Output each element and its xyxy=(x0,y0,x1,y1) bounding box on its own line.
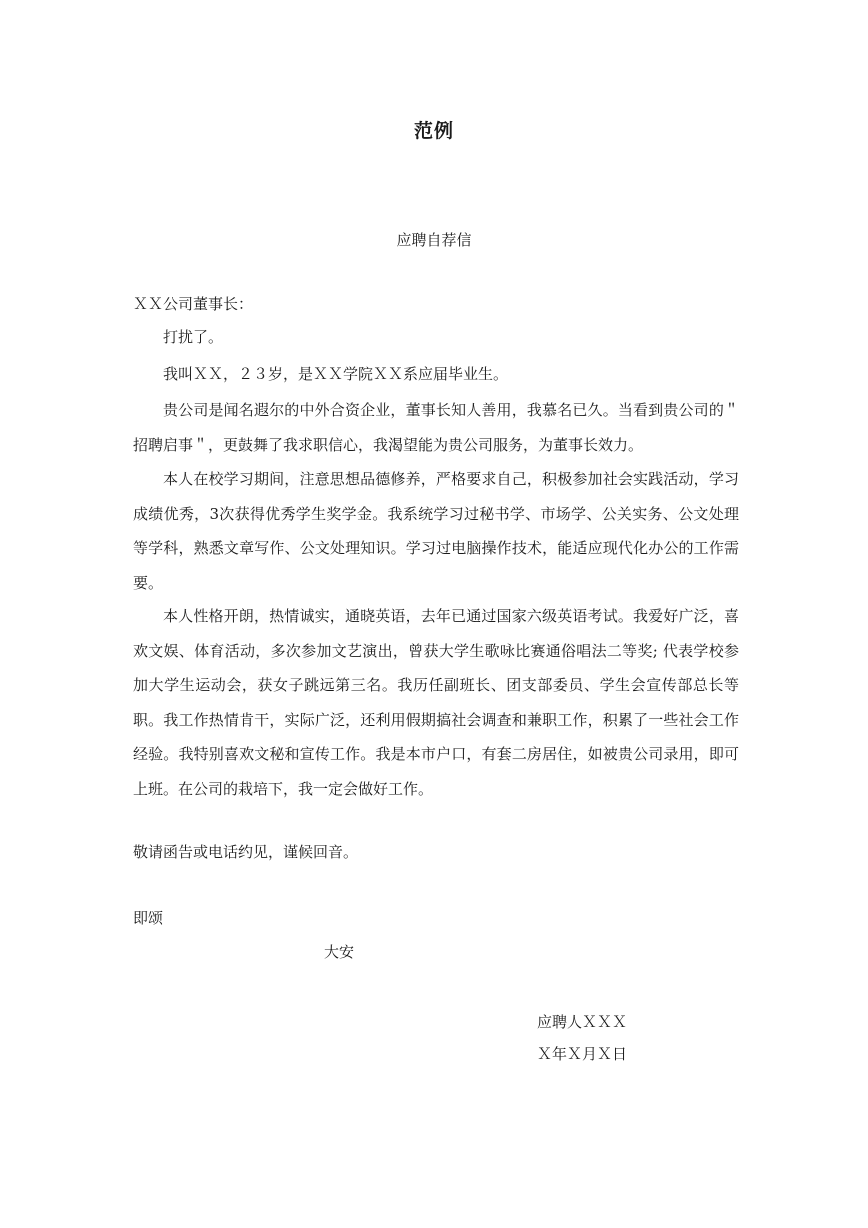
page-heading: 范例 xyxy=(413,120,454,142)
closing-line: 敬请函告或电话约见，谨候回音。 xyxy=(133,843,359,861)
date: Ｘ年Ｘ月Ｘ日 xyxy=(537,1045,628,1063)
signature: 应聘人ＸＸＸ xyxy=(537,1013,628,1031)
paragraph: 本人性格开朗，热情诚实，通晓英语，去年已通过国家六级英语考试。我爱好广泛，喜欢文娱、体育活动，多次参加文艺演出，曾获大学生歌咏比赛通俗唱法二等奖; 代表学校参加大学生运动会，获女子跳远第三名。我历任副班长、团支部委员、学生会宣传部总长等职。我工作热情肯干，实际广泛，还利用假期搞社会调查和兼职工作，积累了一些社会工作经验。我特别喜欢文秘和宣传工作。我是本市户口，有套二房居住，如被贵公司录用，即可上班。在公司的栽培下，我一定会做好工作。 xyxy=(133,607,739,798)
salutation: ＸＸ公司董事长： xyxy=(133,295,254,313)
regards-line-1: 即颂 xyxy=(133,909,164,927)
paragraph: 本人在校学习期间，注意思想品德修养，严格要求自己，积极参加社会实践活动，学习成绩优秀，3次获得优秀学生奖学金。我系统学习过秘书学、市场学、公关实务、公文处理等学科，熟悉文章写作、公文处理知识。学习过电脑操作技术，能适应现代化办公的工作需要。 xyxy=(133,470,739,592)
letter-title: 应聘自荐信 xyxy=(396,231,472,249)
paragraph: 我叫ＸＸ，２３岁，是ＸＸ学院ＸＸ系应届毕业生。 xyxy=(163,365,509,383)
paragraph: 贵公司是闻名遐尔的中外合资企业，董事长知人善用，我慕名已久。当看到贵公司的＂招聘启事＂，更鼓舞了我求职信心，我渴望能为贵公司服务，为董事长效力。 xyxy=(133,401,739,454)
regards-line-2: 大安 xyxy=(324,943,355,961)
paragraph: 打扰了。 xyxy=(163,328,224,346)
